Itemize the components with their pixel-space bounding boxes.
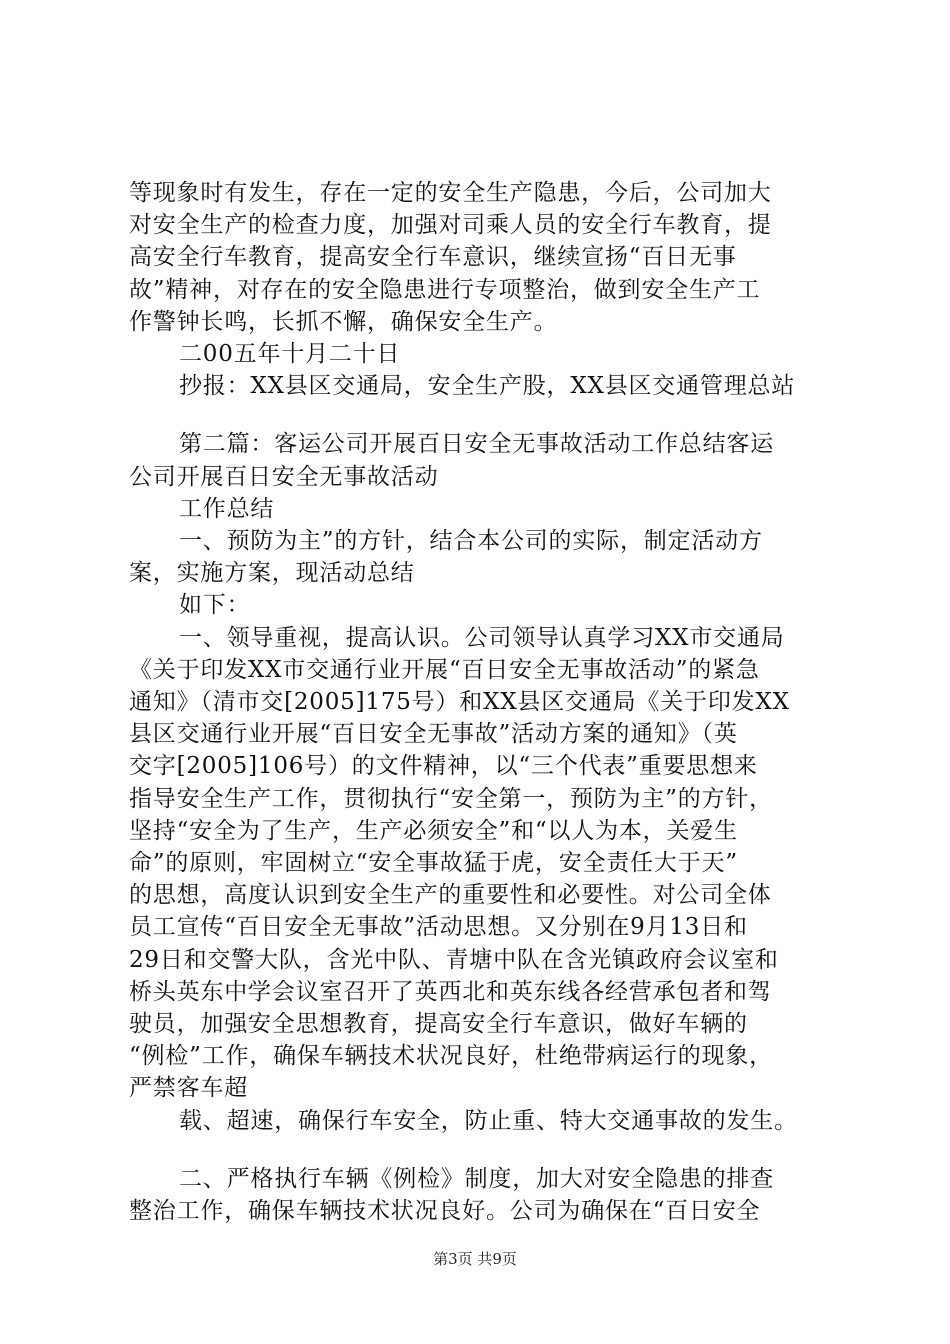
text-line: 的思想，高度认识到安全生产的重要性和必要性。对公司全体 (129, 882, 772, 908)
text-line: 作警钟长鸣，长抓不懈，确保安全生产。 (129, 309, 558, 335)
text-line: 如下： (179, 592, 251, 618)
text-line: 《关于印发XX市交通行业开展“百日安全无事故活动”的紧急 (129, 657, 760, 683)
text-line: 严禁客车超 (129, 1075, 248, 1101)
text-line: 高安全行车教育，提高安全行车意识，继续宣扬“百日无事 (129, 244, 737, 270)
text-line: 二、严格执行车辆《例检》制度，加大对安全隐患的排查 (179, 1166, 774, 1192)
text-line: 公司开展百日安全无事故活动 (129, 464, 439, 490)
text-line: 县区交通行业开展“百日安全无事故”活动方案的通知》（英 (129, 721, 738, 747)
section-title: 第二篇：客运公司开展百日安全无事故活动工作总结客运 (179, 431, 774, 457)
page-number-footer: 第3页 共9页 (433, 1250, 517, 1268)
text-line: 交字[2005]106号）的文件精神，以“三个代表”重要思想来 (129, 753, 758, 779)
text-line: “例检”工作，确保车辆技术状况良好，杜绝带病运行的现象， (129, 1043, 773, 1069)
text-line: 桥头英东中学会议室召开了英西北和英东线各经营承包者和驾 (129, 979, 772, 1005)
text-line: 指导安全生产工作，贯彻执行“安全第一，预防为主”的方针， (129, 786, 773, 812)
text-line: 故”精神，对存在的安全隐患进行专项整治，做到安全生产工 (129, 277, 761, 303)
date-line: 二00五年十月二十日 (179, 341, 401, 367)
text-line: 整治工作，确保车辆技术状况良好。公司为确保在“百日安全 (129, 1198, 761, 1224)
cc-line: 抄报：XX县区交通局，安全生产股，XX县区交通管理总站 (179, 373, 796, 399)
text-line: 一、领导重视，提高认识。公司领导认真学习XX市交通局 (179, 625, 785, 651)
text-line: 载、超速，确保行车安全，防止重、特大交通事故的发生。 (179, 1108, 798, 1134)
text-line: 等现象时有发生，存在一定的安全生产隐患，今后，公司加大 (129, 180, 772, 206)
text-line: 员工宣传“百日安全无事故”活动思想。又分别在9月13日和 (129, 914, 748, 940)
text-line: 坚持“安全为了生产，生产必须安全”和“以人为本，关爱生 (129, 818, 738, 844)
text-line: 一、预防为主”的方针，结合本公司的实际，制定活动方 (179, 528, 763, 554)
text-line: 29日和交警大队，含光中队、青塘中队在含光镇政府会议室和 (129, 947, 779, 973)
text-line: 案，实施方案，现活动总结 (129, 560, 415, 586)
text-line: 驶员，加强安全思想教育，提高安全行车意识，做好车辆的 (129, 1011, 748, 1037)
text-line: 命”的原则，牢固树立“安全事故猛于虎，安全责任大于天” (129, 850, 738, 876)
text-line: 通知》（清市交[2005]175号）和XX县区交通局《关于印发XX (129, 689, 790, 715)
text-line: 对安全生产的检查力度，加强对司乘人员的安全行车教育，提 (129, 212, 772, 238)
text-line: 工作总结 (179, 496, 275, 522)
